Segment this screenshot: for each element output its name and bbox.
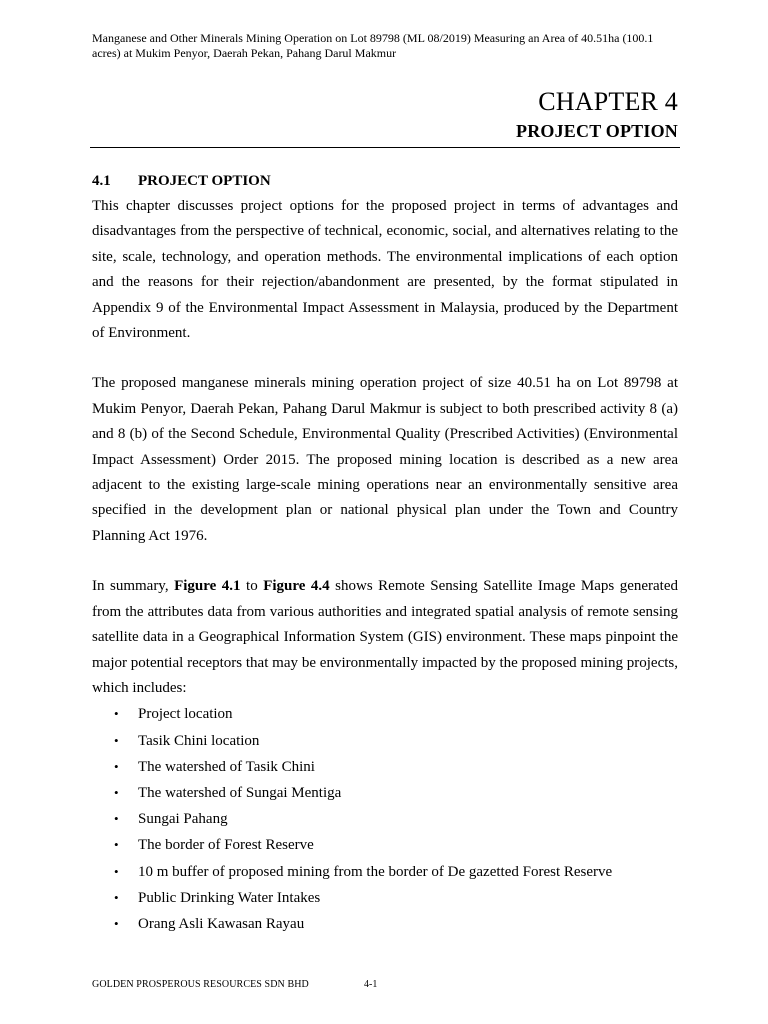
list-item xyxy=(92,832,678,858)
bullet-icon: • xyxy=(114,784,119,800)
list-item xyxy=(92,780,678,806)
figure-reference-end: Figure 4.4 xyxy=(263,578,330,595)
bullet-icon: • xyxy=(114,811,119,827)
paragraph-spacer xyxy=(92,346,678,371)
list-item-text: Tasik Chini location xyxy=(138,732,260,749)
header-divider xyxy=(90,147,680,148)
body-content xyxy=(92,169,678,937)
chapter-heading xyxy=(516,86,678,143)
paragraph-summary xyxy=(92,574,678,701)
list-item-text: Sungai Pahang xyxy=(138,811,228,828)
list-item xyxy=(92,754,678,780)
figure-reference-start: Figure 4.1 xyxy=(174,578,241,595)
bullet-icon: • xyxy=(114,758,119,774)
list-item xyxy=(92,859,678,885)
chapter-number: CHAPTER 4 xyxy=(538,87,678,116)
summary-intro-text: In summary, xyxy=(92,578,175,595)
list-item xyxy=(92,885,678,911)
summary-to-text: to xyxy=(240,578,264,595)
bullet-icon: • xyxy=(114,837,119,853)
list-item xyxy=(92,701,678,727)
list-item-text: 10 m buffer of proposed mining from the border of De gazetted Forest Reserve xyxy=(138,863,613,880)
section-heading xyxy=(92,169,678,194)
section-title: PROJECT OPTION xyxy=(138,173,271,189)
list-item-text: The border of Forest Reserve xyxy=(138,837,314,854)
bullet-icon: • xyxy=(114,732,119,748)
summary-rest-text: shows Remote Sensing Satellite Image Maps generated from the attributes data from various authorities and integrated spatial analysis of remote sensing satellite data in a Geographical Information System (GIS) environment. These maps pinpoint the major potential receptors that may be environmentally impacted by the proposed mining projects, which includes: xyxy=(92,578,679,696)
bullet-icon: • xyxy=(114,863,119,879)
paragraph-spacer xyxy=(92,549,678,574)
page-footer xyxy=(92,979,377,991)
page-number: 4-1 xyxy=(364,979,378,990)
list-item-text: The watershed of Tasik Chini xyxy=(138,758,315,775)
bullet-icon: • xyxy=(114,706,119,722)
chapter-title: PROJECT OPTION xyxy=(516,121,678,141)
list-item-text: Orang Asli Kawasan Rayau xyxy=(138,915,305,932)
list-item-text: The watershed of Sungai Mentiga xyxy=(138,784,342,801)
running-header: Manganese and Other Minerals Mining Operation on Lot 89798 (ML 08/2019) Measuring an Area of 40.51ha (100.1 acres) at Mukim Penyor, Daerah Pekan, Pahang Darul Makmur xyxy=(92,31,654,60)
list-item xyxy=(92,911,678,937)
bullet-icon: • xyxy=(114,889,119,905)
footer-company: GOLDEN PROSPEROUS RESOURCES SDN BHD xyxy=(92,979,309,990)
receptor-list xyxy=(92,701,678,937)
section-number: 4.1 xyxy=(92,173,111,189)
list-item-text: Project location xyxy=(138,706,233,723)
list-item-text: Public Drinking Water Intakes xyxy=(138,889,321,906)
bullet-icon: • xyxy=(114,915,119,931)
paragraph-project-description: The proposed manganese minerals mining operation project of size 40.51 ha on Lot 89798 at Mukim Penyor, Daerah Pekan, Pahang Darul Makmur is subject to both prescribed activity 8 (a) and 8 (b) of the Second Schedule, Environmental Quality (Prescribed Activities) (Environmental Impact Assessment) Order 2015. The proposed mining location is described as a new area adjacent to the existing large-scale mining operations near an environmentally sensitive area specified in the development plan or national physical plan under the Town and Country Planning Act 1976. xyxy=(92,375,678,544)
list-item xyxy=(92,728,678,754)
list-item xyxy=(92,806,678,832)
paragraph-intro: This chapter discusses project options for the proposed project in terms of advantages and disadvantages from the perspective of technical, economic, social, and alternatives relating to the site, scale, technology, and operation methods. The environmental implications of each option and the reasons for their rejection/abandonment are presented, by the format stipulated in Appendix 9 of the Environmental Impact Assessment in Malaysia, produced by the Department of Environment. xyxy=(92,198,678,342)
